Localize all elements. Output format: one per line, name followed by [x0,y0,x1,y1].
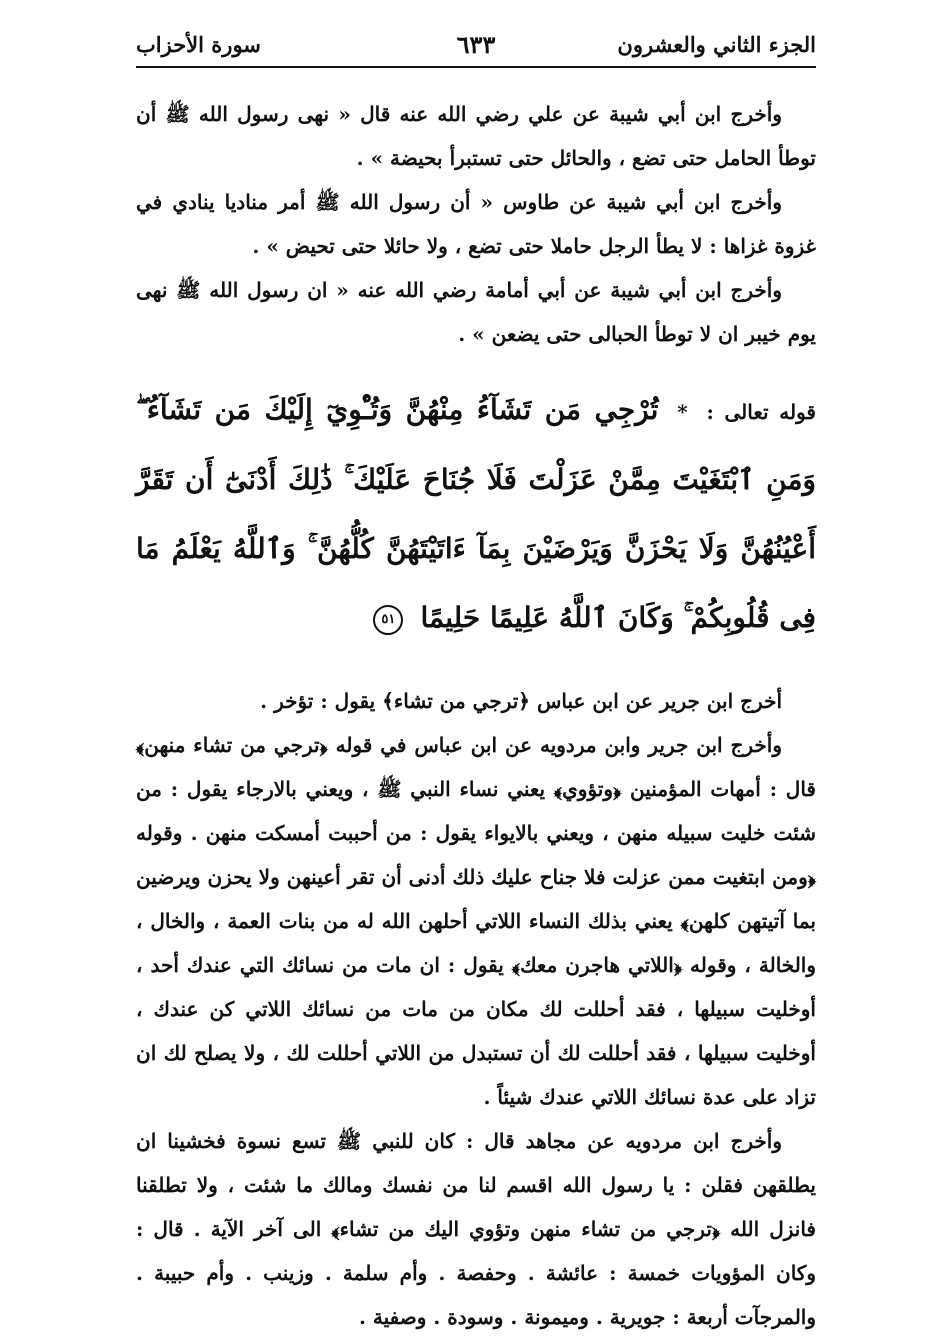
paragraph: وأخرج ابن أبي شيبة عن علي رضي الله عنه قال « نهى رسول الله ﷺ أن توطأ الحامل حتى تضع ، والحائل حتى تستبرأ بحيضة » . [136,102,816,170]
juz-title: الجزء الثاني والعشرون [617,32,816,57]
paragraph: وأخرج ابن أبي شيبة عن طاوس « أن رسول الله ﷺ أمر مناديا ينادي في غزوة غزاها : لا يطأ الرجل حاملا حتى تضع ، ولا حائلا حتى تحيض » . [136,190,816,258]
ayah-number-marker: ٥١ [373,605,403,635]
paragraph: أخرج ابن جرير عن ابن عباس ﴿ترجي من تشاء﴾ يقول : تؤخر . [260,689,782,713]
verse-intro: قوله تعالى : [706,400,816,424]
surah-title: سورة الأحزاب [136,32,261,57]
page-body [136,92,816,1339]
quran-verse-block [136,376,816,653]
page-number: ٦٣٣ [456,30,496,59]
page-header [136,22,816,66]
paragraph: وأخرج ابن جرير وابن مردويه عن ابن عباس في قوله ﴿ترجي من تشاء منهن﴾ قال : أمهات المؤمنين ﴿وتؤوي﴾ يعني نساء النبي ﷺ ، ويعني بالارجاء يقول : من شئت خليت سبيله منهن ، ويعني بالايواء يقول : من أحببت أمسكت منهن . وقوله ﴿ومن ابتغيت ممن عزلت فلا جناح عليك ذلك أدنى أن تقر أعينهن ولا يحزن ويرضين بما آتيتهن كلهن﴾ يعني بذلك النساء اللاتي أحلهن الله له من بنات العمة ، والخال ، والخالة ، وقوله ﴿اللاتي هاجرن معك﴾ يقول : ان مات من نسائك التي عندك أحد ، أوخليت سبيلها ، فقد أحللت لك مكان من مات من نسائك اللاتي كن عندك ، أوخليت سبيلها ، فقد أحللت لك أن تستبدل من اللاتي أحللت لك ، ولا يصلح لك ان تزاد على عدة نسائك اللاتي عندك شيئاً . [136,733,816,1109]
paragraph: وأخرج ابن مردويه عن مجاهد قال : كان للنبي ﷺ تسع نسوة فخشينا ان يطلقهن فقلن : يا رسول الله اقسم لنا من نفسك ومالك ما شئت ، ولا تطلقنا فانزل الله ﴿ترجي من تشاء منهن وتؤوي اليك من تشاء﴾ الى آخر الآية . قال : وكان المؤويات خمسة : عائشة . وحفصة . وأم سلمة . وزينب . وأم حبيبة . والمرجآت أربعة : جويرية . وميمونة . وسودة . وصفية . [136,1129,816,1329]
star-marker: * [677,400,688,424]
header-divider [136,66,816,68]
paragraph: وأخرج ابن أبي شيبة عن أبي أمامة رضي الله عنه « ان رسول الله ﷺ نهى يوم خيبر ان لا توطأ الحبالى حتى يضعن » . [136,278,816,346]
quran-verse-text: تُرْجِي مَن تَشَآءُ مِنْهُنَّ وَتُـْٔوِيٓ إِلَيْكَ مَن تَشَآءُ ۖ وَمَنِ ٱبْتَغَيْتَ مِمَّنْ عَزَلْتَ فَلَا جُنَاحَ عَلَيْكَ ۚ ذَٰلِكَ أَدْنَىٰٓ أَن تَقَرَّ أَعْيُنُهُنَّ وَلَا يَحْزَنَّ وَيَرْضَيْنَ بِمَآ ءَاتَيْتَهُنَّ كُلُّهُنَّ ۚ وَٱللَّهُ يَعْلَمُ مَا فِى قُلُوبِكُمْ ۚ وَكَانَ ٱللَّهُ عَلِيمًا حَلِيمًا [136,393,816,634]
